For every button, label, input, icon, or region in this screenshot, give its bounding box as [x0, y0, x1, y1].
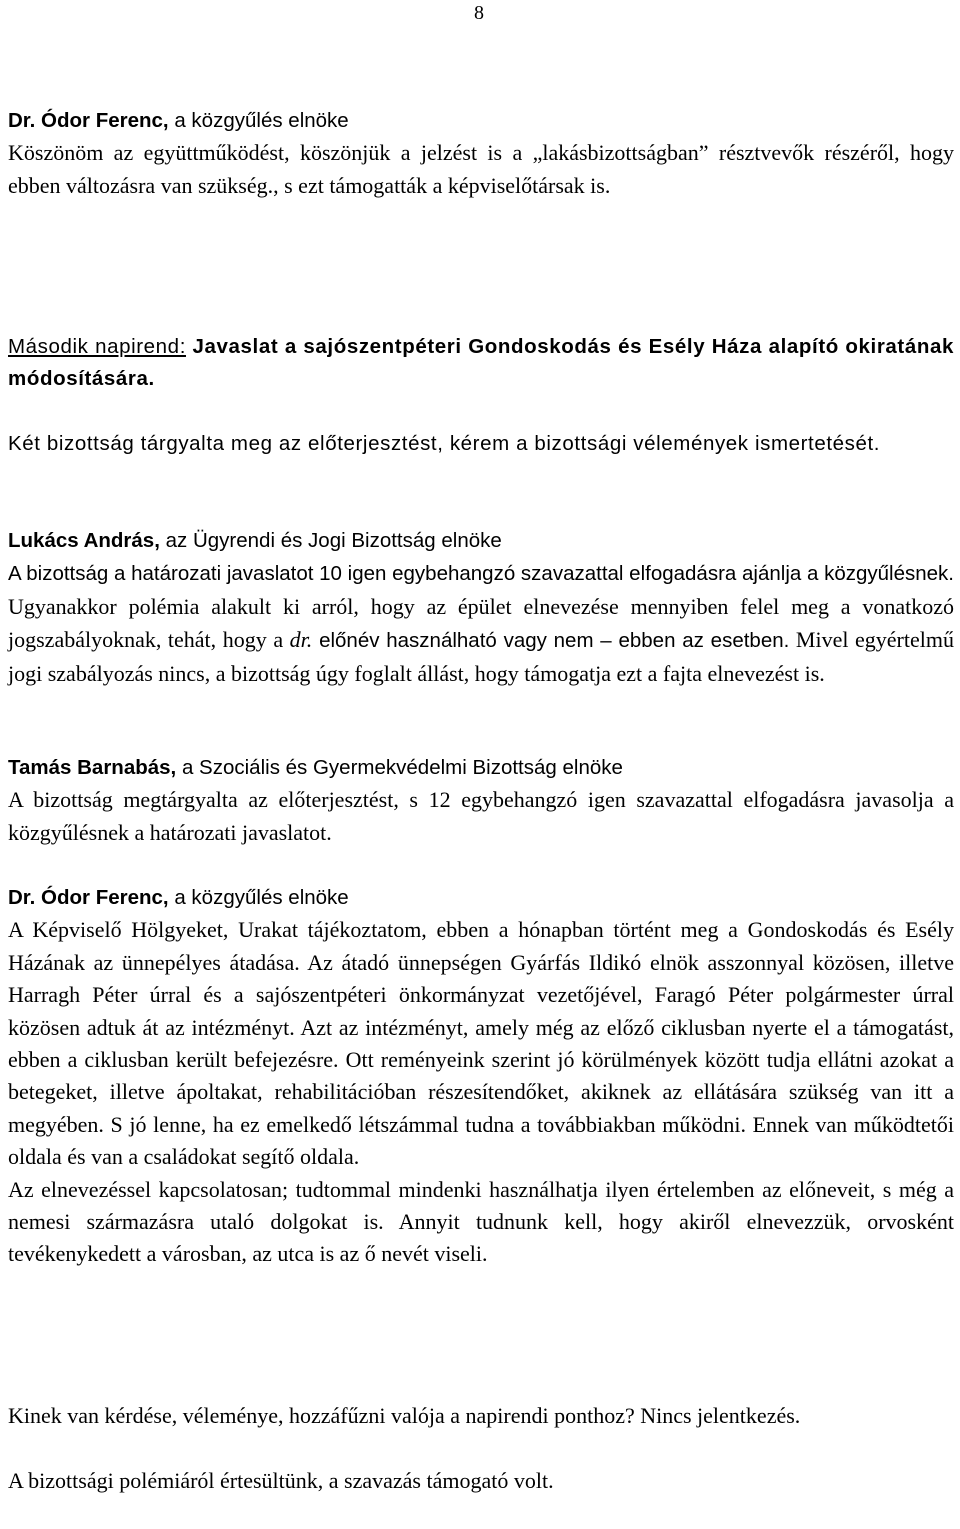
agenda-item-2 — [8, 331, 954, 396]
speaker-name: Tamás Barnabás, — [8, 756, 177, 779]
page-number: 8 — [474, 2, 484, 24]
speaker-name: Dr. Ódor Ferenc, — [8, 109, 169, 132]
question-text: Kinek van kérdése, véleménye, hozzáfűzni valója a napirendi ponthoz? Nincs jelentkezés. — [8, 1403, 801, 1428]
request-text: Két bizottság tárgyalta meg az előterjesztést, kérem a bizottsági vélemények ismertetését. — [8, 432, 881, 455]
speaker-name: Dr. Ódor Ferenc, — [8, 886, 169, 909]
chair-statement-2 — [8, 881, 954, 1271]
chair-statement-1 — [8, 104, 954, 202]
committee-opinion-social — [8, 751, 954, 849]
committee-opinion-legal — [8, 525, 954, 691]
agenda-label: Második napirend: — [8, 335, 186, 358]
speaker-role: a közgyűlés elnöke — [168, 109, 349, 132]
speaker-name: Lukács András, — [8, 529, 160, 552]
chair-request — [8, 428, 954, 460]
opinion-text-1: A bizottság a határozati javaslatot 10 igen egybehangzó szavazattal elfogadásra ajánlja a közgyűlésnek. — [8, 562, 954, 586]
statement-text-1: A Képviselő Hölgyeket, Urakat tájékoztatom, ebben a hónapban történt meg a Gondoskodás és Esély Házának az ünnepélyes átadása. — [8, 917, 954, 975]
opinion-text-2: Ugyanakkor polémia alakult ki arról, hogy az épület elnevezése mennyiben felel meg a vonatkozó jogszabályoknak, tehát, hogy a — [8, 593, 954, 653]
chair-question — [8, 1400, 954, 1432]
statement-text: Köszönöm az együttműködést, köszönjük a jelzést is a „lakásbizottságban” résztvevők részéről, hogy ebben változásra van szükség., s ezt támogatták a képviselőtársak is. — [8, 140, 954, 198]
speaker-role: a Szociális és Gyermekvédelmi Bizottság elnöke — [176, 756, 623, 779]
opinion-text-4: Mivel egyértelmű jogi szabályozás nincs, a bizottság úgy foglalt állást, hogy támogatja ezt a fajta elnevezést is. — [8, 627, 954, 686]
speaker-role: az Ügyrendi és Jogi Bizottság elnöke — [159, 529, 502, 552]
opinion-text: A bizottság megtárgyalta az előterjesztést, s 12 egybehangzó igen szavazattal elfogadásra javasolja a közgyűlésnek a határozati javaslatot. — [8, 787, 954, 845]
speaker-role: a közgyűlés elnöke — [168, 886, 349, 909]
opinion-text-3: előnév használható vagy nem – ebben az esetben. — [312, 629, 790, 653]
opinion-text-italic: dr. — [289, 627, 313, 653]
closing-text: A bizottsági polémiáról értesültünk, a szavazás támogató volt. — [8, 1468, 554, 1493]
agenda-title: Javaslat a sajószentpéteri Gondoskodás és Esély Háza alapító okiratának módosítására. — [8, 335, 954, 391]
statement-text-3: Az elnevezéssel kapcsolatosan; tudtommal mindenki használhatja ilyen értelemben az előneveit, s még a nemesi származásra utaló dolgokat is. Annyit tudnunk kell, hogy akiről elnevezzük, orvosként tevékenykedett a városban, az utca is az ő nevét viseli. — [8, 1176, 954, 1267]
chair-closing — [8, 1465, 954, 1497]
statement-text-2: Az átadó ünnepségen Gyárfás Ildikó elnök asszonnyal közösen, illetve Harragh Péter úrral és a sajószentpéteri önkormányzat vezetőjével, Faragó Péter polgármester úrral közösen adtuk át az intézményt. Azt az intézményt, amely még az előző ciklusban nyerte el a támogatást, ebben a ciklusban került befejezésre. Ott reményeink szerint jó körülmények között tudja ellátni azokat a betegeket, illetve ápoltakat, rehabilitációban részesítendőket, akiknek az ellátására szükség van itt a megyében. S jó lenne, ha ez emelkedő létszámmal tudna a továbbiakban működni. Ennek van működtetői oldala és van a családokat segítő oldala. — [8, 949, 954, 1170]
